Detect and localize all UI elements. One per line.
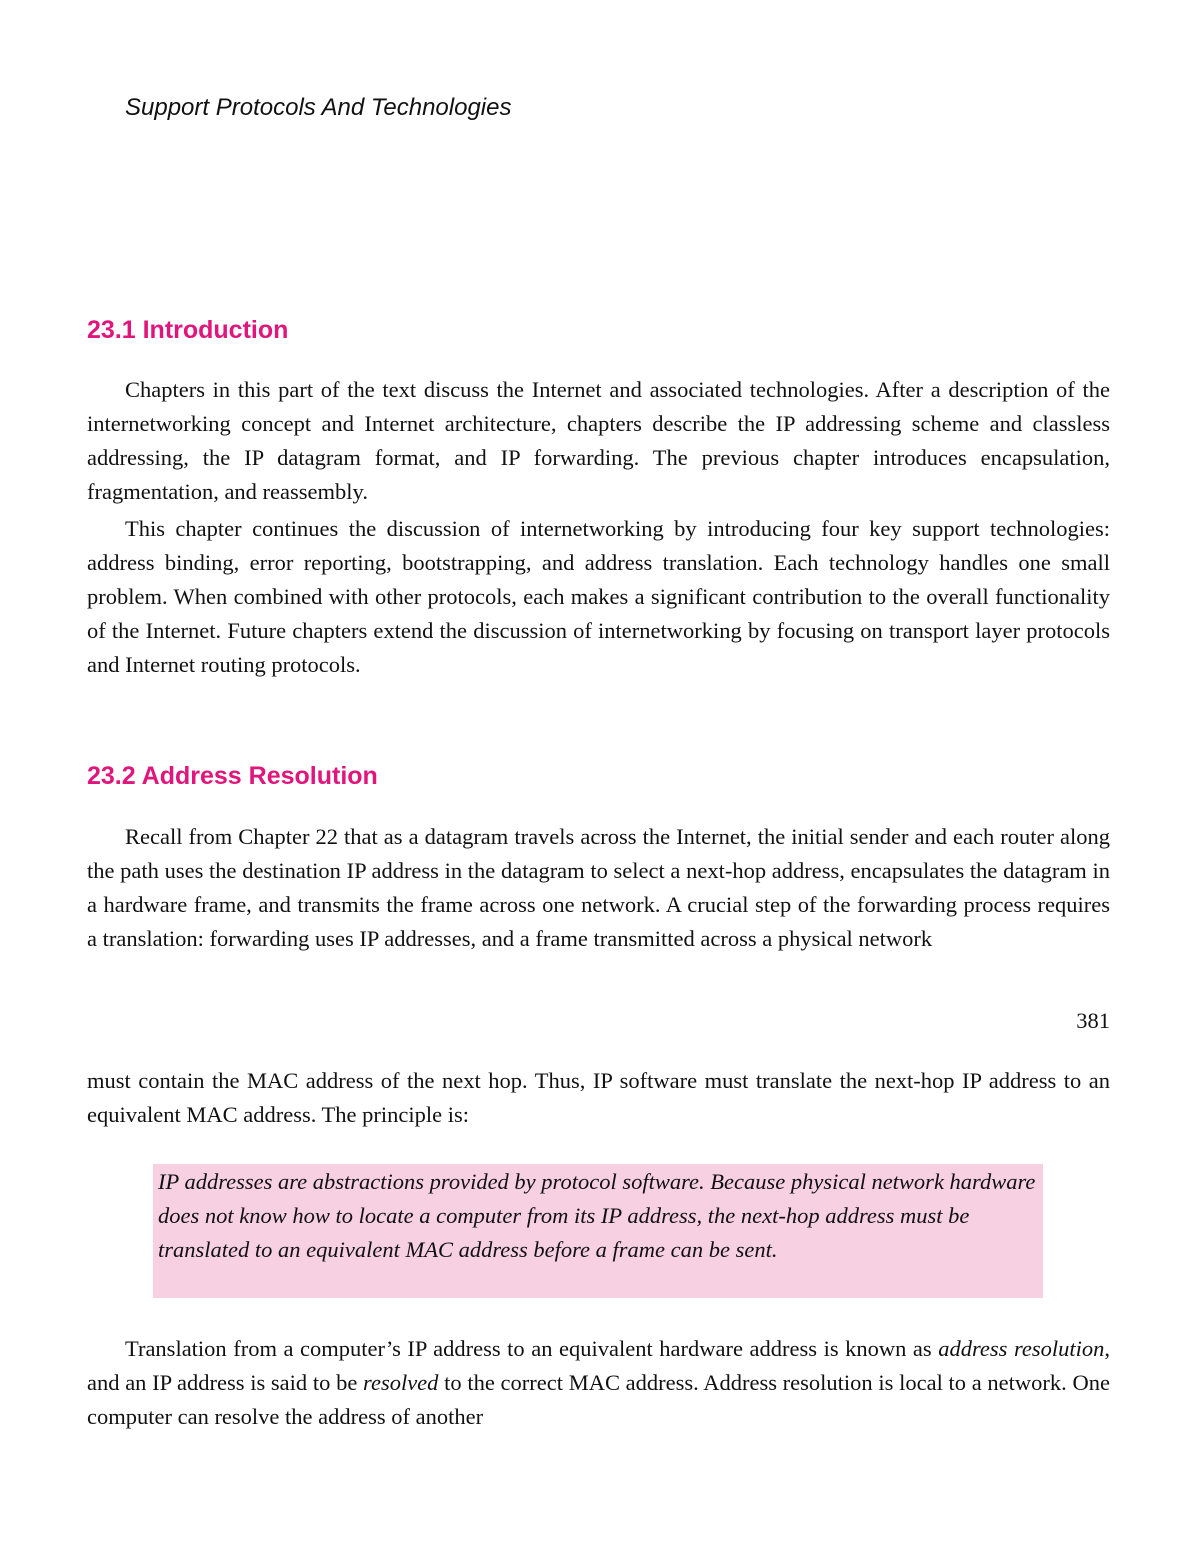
term-address-resolution: address resolution	[938, 1336, 1105, 1361]
page-number: 381	[1076, 1008, 1110, 1033]
principle-callout	[153, 1164, 1043, 1298]
intro-paragraph-1: Chapters in this part of the text discuss the Internet and associated technologies. After a description of the internetworking concept and Internet architecture, chapters describe the IP addressing scheme and classless addressing, the IP datagram format, and IP forwarding. The previous chapter introduces encapsulation, fragmentation, and reassembly.	[87, 377, 1110, 504]
term-resolved: resolved	[363, 1370, 439, 1395]
final-text-part3: to the correct MAC address. Address resolution is local to a network. One computer can resolve the address of another	[87, 1370, 1110, 1429]
final-text-part2: , and an IP address is said to be	[87, 1336, 1111, 1395]
section-heading-address-resolution: 23.2 Address Resolution	[87, 762, 378, 790]
final-paragraph	[87, 1332, 1110, 1434]
running-head: Support Protocols And Technologies	[125, 94, 512, 121]
section-heading-introduction: 23.1 Introduction	[87, 316, 289, 344]
final-text-part1: Translation from a computer’s IP address to an equivalent hardware address is known as	[125, 1336, 939, 1361]
intro-paragraph-2: This chapter continues the discussion of internetworking by introducing four key support technologies: address binding, error reporting, bootstrapping, and address translation. Each technology handles one small problem. When combined with other protocols, each makes a significant contribution to the overall functionality of the Internet. Future chapters extend the discussion of internetworking by focusing on transport layer protocols and Internet routing protocols.	[87, 516, 1110, 677]
principle-text: IP addresses are abstractions provided by protocol software. Because physical network hardware does not know how to locate a computer from its IP address, the next-hop address must be translated to an equivalent MAC address before a frame can be sent.	[158, 1169, 1036, 1262]
address-resolution-paragraph-1: Recall from Chapter 22 that as a datagram travels across the Internet, the initial sender and each router along the path uses the destination IP address in the datagram to select a next-hop address, encapsulates the datagram in a hardware frame, and transmits the frame across one network. A crucial step of the forwarding process requires a translation: forwarding uses IP addresses, and a frame transmitted across a physical network	[87, 824, 1110, 951]
continuation-paragraph: must contain the MAC address of the next hop. Thus, IP software must translate the next-hop IP address to an equivalent MAC address. The principle is:	[87, 1068, 1110, 1127]
